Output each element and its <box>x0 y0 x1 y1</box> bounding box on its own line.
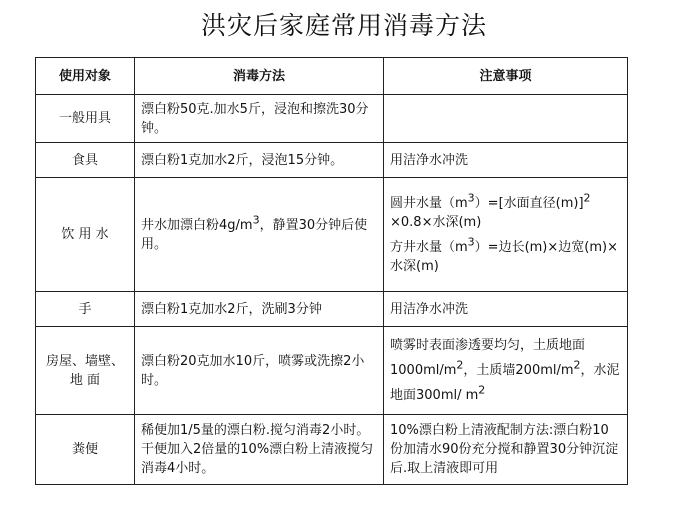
row-method: 漂白粉1克加水2斤，洗刷3分钟 <box>135 292 384 327</box>
table-row <box>36 292 628 327</box>
row-notes <box>384 178 628 292</box>
row-object: 粪便 <box>36 415 135 485</box>
table-row <box>36 178 628 292</box>
row-object: 饮 用 水 <box>36 178 135 292</box>
method-text: ，静置30分钟后使用。 <box>141 217 368 252</box>
header-method: 消毒方法 <box>135 58 384 95</box>
round-well-formula: 圆井水量$(m^3)=$[水面直径(m)]$^2$ ×0.8×水深(m) <box>390 191 591 230</box>
row-notes <box>384 95 628 143</box>
disinfection-table <box>35 57 628 485</box>
table-header-row <box>36 58 628 95</box>
row-notes: 喷雾时表面渗透要均匀，土质地面$1000ml/m^2$，土质墙$200ml/m^2$，水泥地面300ml/ $m^2$ <box>384 327 628 415</box>
header-object: 使用对象 <box>36 58 135 95</box>
page-title: 洪灾后家庭常用消毒方法 <box>200 11 487 40</box>
table-row <box>36 327 628 415</box>
row-object: 食具 <box>36 143 135 178</box>
table-row <box>36 415 628 485</box>
row-notes: 用洁净水冲洗 <box>384 292 628 327</box>
row-method: 漂白粉50克.加水5斤，浸泡和擦洗30分钟。 <box>135 95 384 143</box>
row-method: 稀便加1/5量的漂白粉.搅匀消毒2小时。干便加入2倍量的10%漂白粉上清液搅匀消毒4小时。 <box>135 415 384 485</box>
header-notes: 注意事项 <box>384 58 628 95</box>
row-object: 手 <box>36 292 135 327</box>
square-well-formula: 方井水量$(m^3)=$边长(m)×边宽(m)×水深(m) <box>390 235 618 274</box>
row-notes: 10%漂白粉上清液配制方法:漂白粉10份加清水90份充分搅和静置30分钟沉淀后.取上清液即可用 <box>384 415 628 485</box>
row-method: 漂白粉20克加水10斤，喷雾或洗擦2小时。 <box>135 327 384 415</box>
superscript: 3 <box>252 213 260 227</box>
table-row <box>36 143 628 178</box>
table-row <box>36 95 628 143</box>
row-method: 漂白粉1克加水2斤，浸泡15分钟。 <box>135 143 384 178</box>
row-object: 一般用具 <box>36 95 135 143</box>
method-text: 井水加漂白粉4g/m <box>141 217 253 233</box>
row-method <box>135 178 384 292</box>
row-object: 房屋、墙壁、地 面 <box>36 327 135 415</box>
row-notes: 用洁净水冲洗 <box>384 143 628 178</box>
